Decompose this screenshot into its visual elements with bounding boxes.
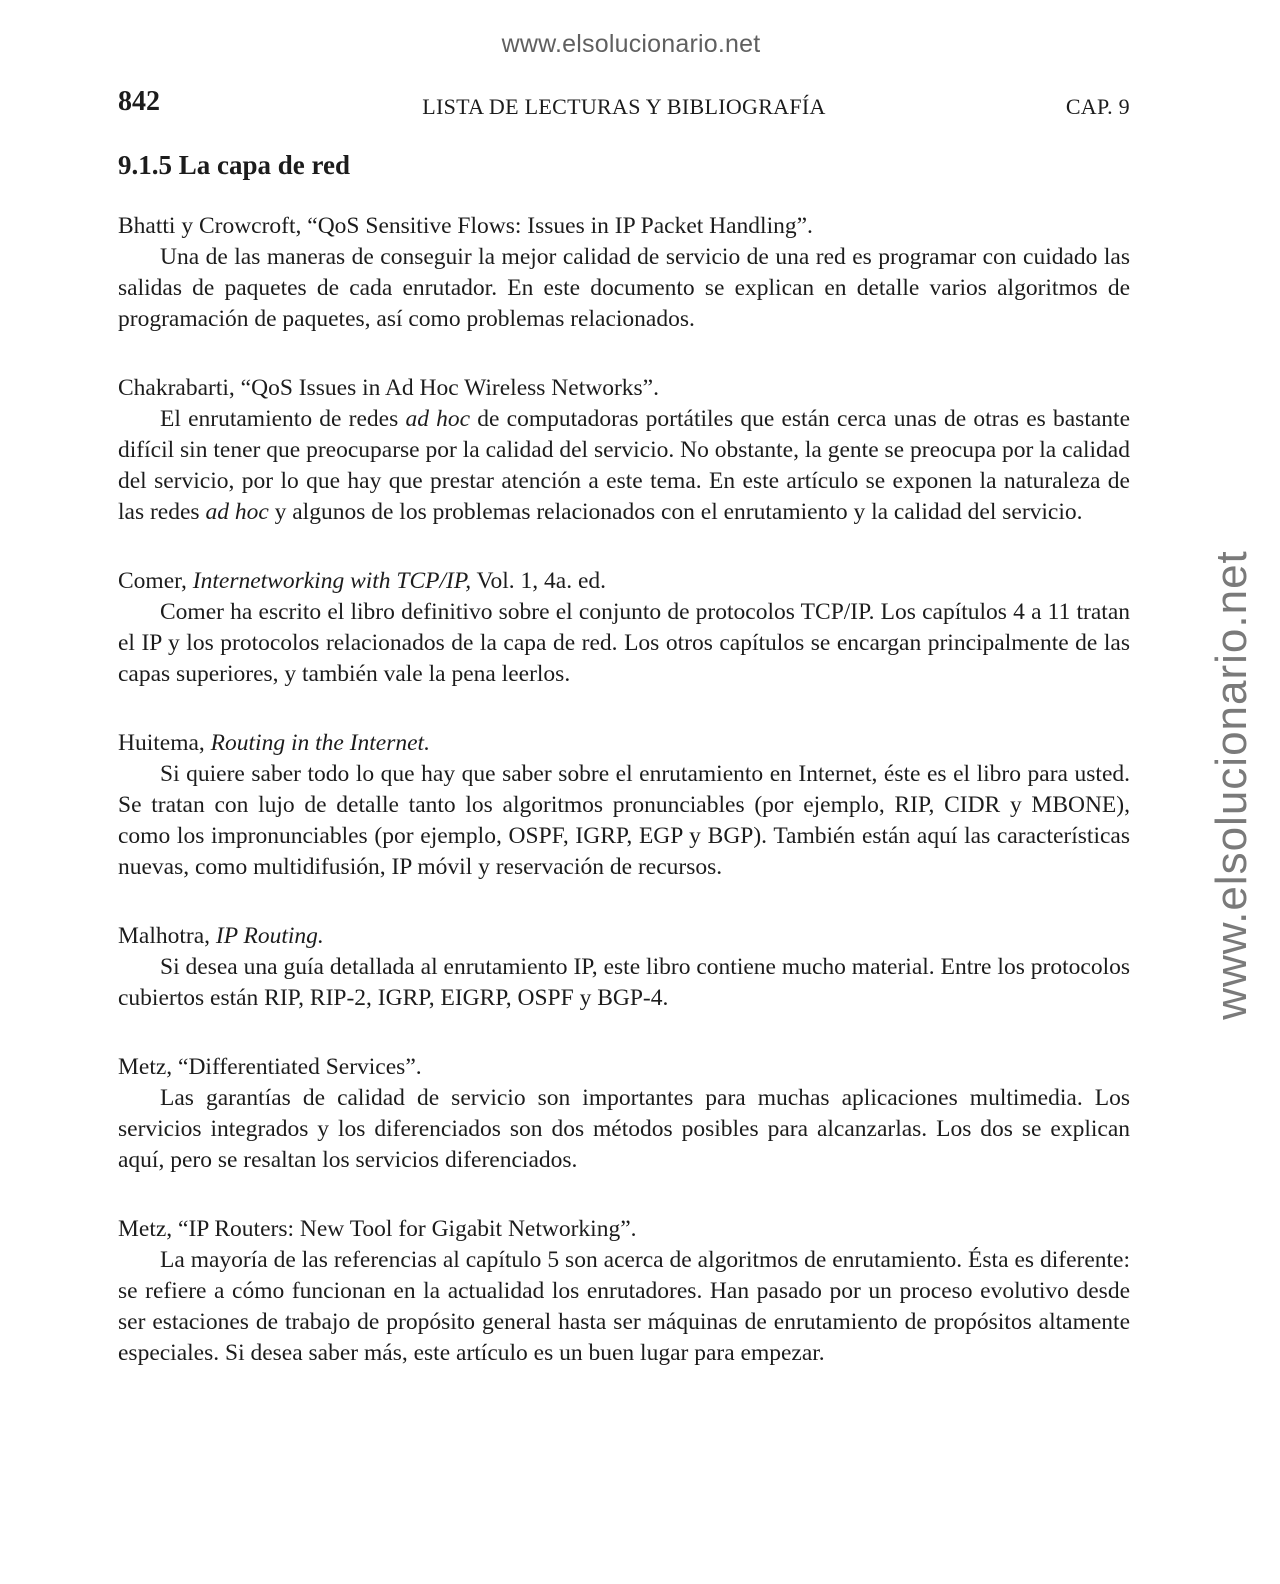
bibliography-entry-comer	[118, 566, 1130, 690]
bibliography-entry-huitema	[118, 728, 1130, 883]
desc-text: y algunos de los problemas relacionados con el enrutamiento y la calidad del servicio.	[268, 499, 1083, 525]
bibliography-entry-metz-diffserv	[118, 1052, 1130, 1176]
entry-description	[118, 404, 1130, 528]
ref-author: Comer,	[118, 568, 193, 594]
entry-reference	[118, 566, 1130, 597]
ref-author: Malhotra,	[118, 923, 216, 949]
bibliography-list	[118, 211, 1130, 1407]
ref-title: Routing in the Internet.	[210, 730, 430, 756]
page-number: 842	[118, 86, 160, 117]
desc-text: El enrutamiento de redes	[160, 406, 406, 432]
desc-italic-term: ad hoc	[205, 499, 269, 525]
entry-reference	[118, 921, 1130, 952]
entry-reference: Bhatti y Crowcroft, “QoS Sensitive Flows: Issues in IP Packet Handling”.	[118, 213, 813, 239]
watermark-side: www.elsolucionario.net	[1207, 550, 1256, 1020]
entry-description: La mayoría de las referencias al capítulo 5 son acerca de algoritmos de enrutamiento. Ésta es diferente: se refiere a cómo funcionan en la actualidad los enrutadores. Han pasado por un proceso evolutivo desde ser estaciones de trabajo de propósito general hasta ser máquinas de enrutamiento de propósitos altamente especiales. Si desea saber más, este artículo es un buen lugar para empezar.	[118, 1247, 1130, 1366]
bibliography-entry-chakrabarti	[118, 373, 1130, 528]
ref-author: Huitema,	[118, 730, 211, 756]
page-header	[118, 86, 1130, 126]
entry-reference: Metz, “IP Routers: New Tool for Gigabit Networking”.	[118, 1216, 637, 1242]
entry-reference: Metz, “Differentiated Services”.	[118, 1054, 422, 1080]
ref-title: IP Routing.	[215, 923, 324, 949]
entry-description: Comer ha escrito el libro definitivo sobre el conjunto de protocolos TCP/IP. Los capítulos 4 a 11 tratan el IP y los protocolos relacionados de la capa de red. Los otros capítulos se encargan principalmente de las capas superiores, y también vale la pena leerlos.	[118, 599, 1130, 687]
running-title: LISTA DE LECTURAS Y BIBLIOGRAFÍA	[422, 94, 826, 119]
chapter-label: CAP. 9	[1065, 94, 1130, 119]
entry-description: Si quiere saber todo lo que hay que saber sobre el enrutamiento en Internet, éste es el libro para usted. Se tratan con lujo de detalle tanto los algoritmos pronunciables (por ejemplo, RIP, CIDR y MBONE), como los impronunciables (por ejemplo, OSPF, IGRP, EGP y BGP). También están aquí las características nuevas, como multidifusión, IP móvil y reservación de recursos.	[118, 761, 1130, 880]
entry-description: Si desea una guía detallada al enrutamiento IP, este libro contiene mucho material. Entre los protocolos cubiertos están RIP, RIP-2, IGRP, EIGRP, OSPF y BGP-4.	[118, 954, 1130, 1011]
bibliography-entry-metz-routers	[118, 1214, 1130, 1369]
watermark-top: www.elsolucionario.net	[501, 30, 761, 58]
entry-reference	[118, 728, 1130, 759]
desc-text: de computadoras portátiles que están cerca unas de otras es bastante difícil sin tener que preocuparse por la calidad del servicio. No obstante, la gente se preocupa por la calidad del servicio, por lo que hay que prestar atención a este tema. En este artículo se exponen la naturaleza de las redes	[118, 406, 1130, 525]
bibliography-entry-malhotra	[118, 921, 1130, 1014]
entry-description: Una de las maneras de conseguir la mejor calidad de servicio de una red es programar con cuidado las salidas de paquetes de cada enrutador. En este documento se explican en detalle varios algoritmos de programación de paquetes, así como problemas relacionados.	[118, 244, 1130, 332]
ref-rest: Vol. 1, 4a. ed.	[471, 568, 607, 594]
bibliography-entry-bhatti	[118, 211, 1130, 335]
entry-description: Las garantías de calidad de servicio son importantes para muchas aplicaciones multimedia. Los servicios integrados y los diferenciados son dos métodos posibles para alcanzarlas. Los dos se explican aquí, pero se resaltan los servicios diferenciados.	[118, 1085, 1130, 1173]
ref-title: Internetworking with TCP/IP,	[192, 568, 472, 594]
entry-reference: Chakrabarti, “QoS Issues in Ad Hoc Wireless Networks”.	[118, 375, 659, 401]
desc-italic-term: ad hoc	[405, 406, 471, 432]
section-title: 9.1.5 La capa de red	[118, 150, 351, 180]
